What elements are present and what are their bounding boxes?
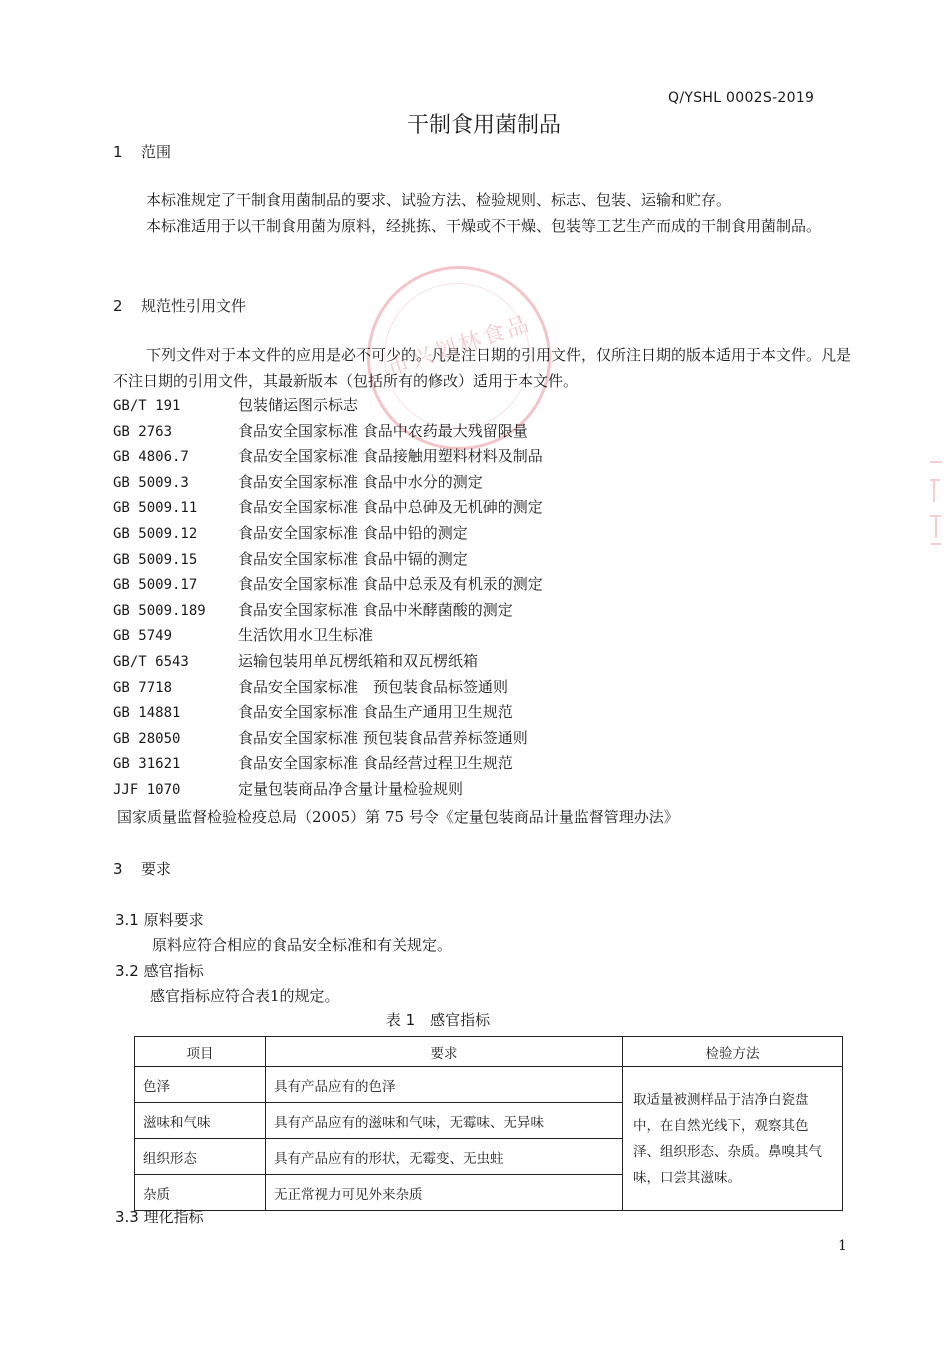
reference-code: GB 2763 bbox=[113, 423, 173, 440]
reference-item bbox=[113, 623, 373, 648]
header-requirement: 要求 bbox=[266, 1037, 623, 1067]
table-header-row bbox=[135, 1037, 843, 1067]
reference-title: 食品安全国家标准 食品接触用塑料材料及制品 bbox=[238, 447, 543, 466]
reference-item bbox=[113, 521, 468, 546]
reference-code: GB 7718 bbox=[113, 679, 173, 696]
row-item: 杂质 bbox=[135, 1175, 266, 1211]
page-number: 1 bbox=[838, 1238, 847, 1254]
reference-title: 食品安全国家标准 食品中米酵菌酸的测定 bbox=[238, 600, 513, 619]
standard-code: Q/YSHL 0002S-2019 bbox=[668, 90, 815, 106]
subsection-3-1-heading: 3.1 原料要求 bbox=[115, 911, 204, 929]
reference-item bbox=[113, 393, 358, 418]
section-title: 范围 bbox=[141, 143, 172, 161]
table-row bbox=[135, 1067, 843, 1103]
row-item: 滋味和气味 bbox=[135, 1103, 266, 1139]
row-requirement: 具有产品应有的形状，无霉变、无虫蛀 bbox=[266, 1139, 623, 1175]
inspection-method: 取适量被测样品于洁净白瓷盘中，在自然光线下，观察其色泽、组织形态、杂质。鼻嗅其气味，口尝其滋味。 bbox=[623, 1067, 843, 1211]
reference-code: GB 4806.7 bbox=[113, 449, 189, 466]
reference-title: 食品安全国家标准 食品中镉的测定 bbox=[238, 549, 468, 568]
references-intro: 下列文件对于本文件的应用是必不可少的。凡是注日期的引用文件，仅所注日期的版本适用于本文件。凡是不注日期的引用文件，其最新版本（包括所有的修改）适用于本文件。 bbox=[113, 346, 852, 390]
row-requirement: 具有产品应有的色泽 bbox=[266, 1067, 623, 1103]
reference-code: GB 31621 bbox=[113, 756, 181, 773]
reference-title: 食品安全国家标准 预包装食品营养标签通则 bbox=[238, 728, 528, 747]
reference-title: 食品安全国家标准 食品经营过程卫生规范 bbox=[238, 754, 513, 773]
header-item: 项目 bbox=[135, 1037, 266, 1067]
reference-item bbox=[113, 495, 543, 520]
reference-item bbox=[113, 726, 528, 751]
reference-item bbox=[113, 444, 543, 469]
section-2-heading bbox=[113, 295, 246, 316]
reference-title: 食品安全国家标准 食品生产通用卫生规范 bbox=[238, 703, 513, 722]
reference-code: GB 5009.15 bbox=[113, 551, 198, 568]
scope-paragraph-2: 本标准适用于以干制食用菌为原料，经挑拣、干燥或不干燥、包装等工艺生产而成的干制食用菌制品。 bbox=[146, 217, 822, 235]
reference-item bbox=[113, 598, 513, 623]
reference-code: GB 5749 bbox=[113, 628, 173, 645]
subsection-3-1-text: 原料应符合相应的食品安全标准和有关规定。 bbox=[152, 936, 453, 954]
reference-item bbox=[113, 675, 508, 700]
reference-title: 定量包装商品净含量计量检验规则 bbox=[238, 780, 464, 798]
row-requirement: 具有产品应有的滋味和气味，无霉味、无异味 bbox=[266, 1103, 623, 1139]
reference-item bbox=[113, 700, 513, 725]
reference-code: GB 5009.11 bbox=[113, 500, 198, 517]
reference-code: JJF 1070 bbox=[113, 782, 181, 798]
section-title: 要求 bbox=[141, 860, 172, 878]
reference-code: GB 28050 bbox=[113, 730, 181, 747]
row-item: 色泽 bbox=[135, 1067, 266, 1103]
reference-title: 运输包装用单瓦楞纸箱和双瓦楞纸箱 bbox=[238, 652, 479, 670]
sensory-table bbox=[134, 1036, 843, 1211]
reference-title: 生活饮用水卫生标准 bbox=[238, 626, 374, 645]
table-1-caption: 表 1 感官指标 bbox=[385, 1011, 491, 1029]
decree-line: 国家质量监督检验检疫总局（2005）第 75 号令《定量包装商品计量监督管理办法》 bbox=[117, 808, 679, 826]
seal-text: 市兴划林食品 bbox=[384, 311, 535, 382]
row-item: 组织形态 bbox=[135, 1139, 266, 1175]
subsection-3-2-heading: 3.2 感官指标 bbox=[115, 962, 204, 980]
section-title: 规范性引用文件 bbox=[141, 297, 247, 315]
reference-title: 食品安全国家标准 预包装食品标签通则 bbox=[238, 677, 509, 696]
subsection-3-3-heading: 3.3 理化指标 bbox=[115, 1208, 204, 1226]
header-method: 检验方法 bbox=[623, 1037, 843, 1067]
reference-item bbox=[113, 751, 513, 776]
section-3-heading bbox=[113, 858, 171, 879]
reference-code: GB 5009.12 bbox=[113, 526, 198, 542]
subsection-3-2-text: 感官指标应符合表1的规定。 bbox=[150, 987, 340, 1005]
reference-title: 食品安全国家标准 食品中农药最大残留限量 bbox=[238, 421, 528, 440]
section-number: 1 bbox=[113, 143, 123, 161]
reference-code: GB 5009.17 bbox=[113, 577, 198, 594]
reference-code: GB 5009.3 bbox=[113, 474, 189, 491]
edge-seal-fragment bbox=[928, 458, 942, 554]
reference-item bbox=[113, 470, 483, 495]
row-requirement: 无正常视力可见外来杂质 bbox=[266, 1175, 623, 1211]
section-1-heading bbox=[113, 141, 171, 162]
reference-title: 食品安全国家标准 食品中铅的测定 bbox=[238, 524, 468, 542]
reference-item bbox=[113, 572, 543, 597]
reference-title: 食品安全国家标准 食品中总砷及无机砷的测定 bbox=[238, 498, 543, 517]
reference-title: 包装储运图示标志 bbox=[238, 396, 359, 414]
reference-item bbox=[113, 547, 468, 572]
section-number: 2 bbox=[113, 297, 123, 315]
reference-title: 食品安全国家标准 食品中总汞及有机汞的测定 bbox=[238, 575, 543, 594]
document-title: 干制食用菌制品 bbox=[406, 113, 561, 138]
section-number: 3 bbox=[113, 860, 123, 878]
reference-item bbox=[113, 649, 478, 674]
scope-paragraph-1: 本标准规定了干制食用菌制品的要求、试验方法、检验规则、标志、包装、运输和贮存。 bbox=[146, 191, 732, 209]
reference-code: GB 5009.189 bbox=[113, 602, 206, 619]
reference-code: GB/T 6543 bbox=[113, 654, 189, 670]
reference-code: GB 14881 bbox=[113, 705, 181, 722]
reference-title: 食品安全国家标准 食品中水分的测定 bbox=[238, 472, 483, 491]
reference-code: GB/T 191 bbox=[113, 398, 181, 414]
reference-item bbox=[113, 419, 528, 444]
reference-item bbox=[113, 777, 463, 802]
